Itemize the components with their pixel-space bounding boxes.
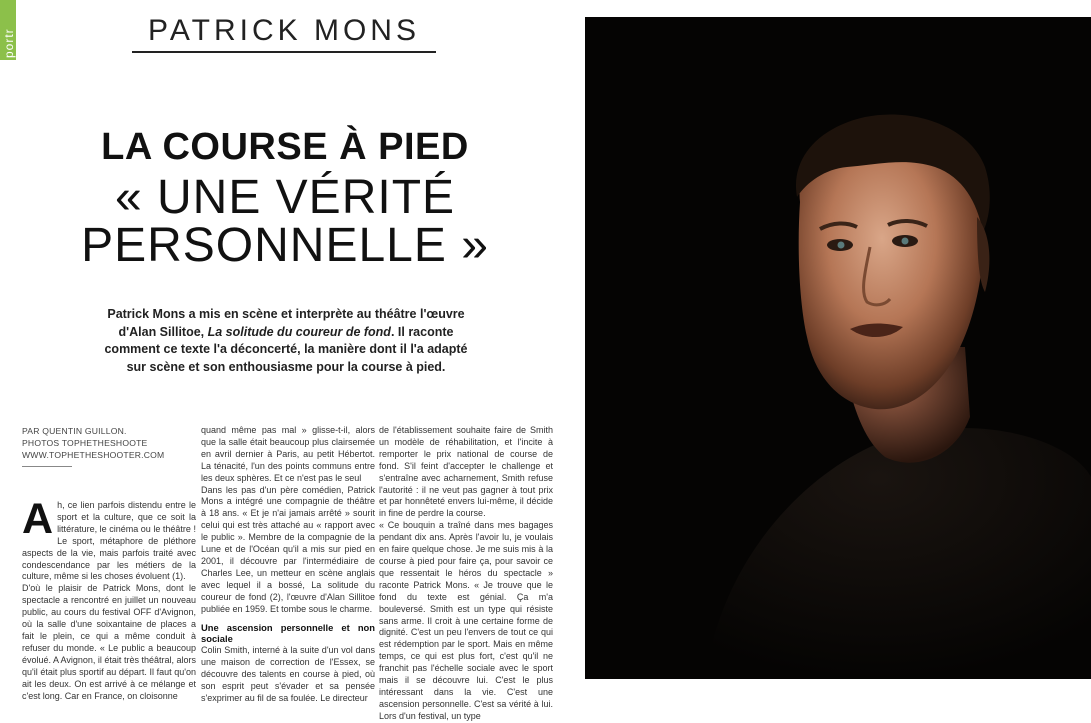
column-1-paragraph-2: D'où le plaisir de Patrick Mons, dont le spectacle a rencontré en juillet un nouveau public, au cours du festival OFF d'Avignon, où la salle d'une soixantaine de places a fait le plein, ce qui a même conduit à refuser du monde. « Le public a beaucoup évolué. A Avignon, il était très théâtral, alors qu'il était plus sportif au départ. Il faut qu'on ait les deux. On est arrivé à ce mélange et c'est long. Car en France, on cloisonne bbox=[22, 583, 196, 701]
byline-website: WWW.TOPHETHESHOOTER.COM bbox=[22, 450, 165, 460]
lead-paragraph bbox=[100, 306, 472, 376]
drop-cap: A bbox=[22, 495, 54, 543]
headline bbox=[40, 120, 530, 270]
byline-photos: PHOTOS TOPHETHESHOOTE bbox=[22, 438, 148, 448]
lead-part-1: Patrick Mons a mis en scène et interprète au théâtre l'œuvre d'Alan Sillitoe, bbox=[107, 307, 465, 339]
article-column-2 bbox=[201, 425, 375, 703]
column-1-paragraph-1 bbox=[22, 495, 196, 583]
article-subhead: Une ascension personnelle et non sociale bbox=[201, 621, 375, 645]
byline bbox=[22, 425, 182, 461]
rubric-title: PATRICK MONS bbox=[148, 14, 420, 47]
article-column-3 bbox=[379, 425, 553, 721]
article-column-1 bbox=[22, 495, 196, 701]
portrait-illustration bbox=[585, 17, 1091, 679]
column-1-text-1: h, ce lien parfois distendu entre le sport et la culture, que ce soit la littérature, le cinéma ou le théâtre ! Le sport, métaphore de pléthore aspects de la vie, mais parfois traité avec condescendance par les métiers de la culture, même si les choses évoluent (1). bbox=[22, 500, 196, 582]
rubric-underline bbox=[132, 51, 436, 53]
column-2-paragraph-3: Colin Smith, interné à la suite d'un vol dans une maison de correction de l'Essex, se découvre des talents en course à pied, où son esprit peut s'évader et sa pensée s'exprimer au fil de sa foulée. Le directeur bbox=[201, 645, 375, 703]
byline-divider bbox=[22, 466, 72, 467]
headline-line-2: « UNE VÉRITÉ bbox=[114, 171, 456, 224]
column-2-paragraph-2: Dans les pas d'un père comédien, Patrick Mons a intégré une compagnie de théâtre à 18 ans. « Et je n'ai jamais arrêté » sourit celui qui est très attaché au « rapport avec le public ». Membre de la compagnie de la Lune et de l'Océan qu'il a mis sur pied en 2001, il découvre par l'intermédiaire de Charles Lee, un metteur en scène anglais avec lequel il a bossé, La solitude du coureur de fond (2), l'œuvre d'Alan Sillitoe publiée en 1959. Et tombe sous le charme. bbox=[201, 484, 375, 614]
lead-part-2: . Il raconte comment ce texte l'a déconcerté, la manière dont il l'a adapté sur scène et son enthousiasme pour la course à pied. bbox=[104, 324, 468, 374]
column-3-paragraph-1: de l'établissement souhaite faire de Smith un modèle de réhabilitation, et l'incite à remporter le prix national de course de fond. S'il feint d'accepter le challenge et s'entraîne avec acharnement, Smith refuse l'autorité : il ne veut pas gagner à tout prix et par honnêteté envers lui-même, il décide in fine de perdre la course. bbox=[379, 425, 553, 519]
headline-line-3: PERSONNELLE » bbox=[81, 219, 489, 272]
headline-line-1: LA COURSE À PIED bbox=[101, 126, 469, 168]
column-2-paragraph-1: quand même pas mal » glisse-t-il, alors que la salle était beaucoup plus clairsemée en avril dernier à Paris, au petit Hébertot. La ténacité, l'un des points communs entre les deux sphères. Et ce n'est pas le seul bbox=[201, 425, 375, 483]
section-tab-label: portr bbox=[2, 28, 16, 58]
lead-book-title: La solitude du coureur de fond bbox=[207, 324, 391, 339]
byline-author: PAR QUENTIN GUILLON. bbox=[22, 426, 127, 436]
section-tab bbox=[0, 0, 16, 60]
portrait-photo bbox=[585, 17, 1091, 679]
column-3-paragraph-2: « Ce bouquin a traîné dans mes bagages pendant dix ans. Après l'avoir lu, je voulais en faire quelque chose. Je me suis mis à la course à pied pour faire ça, pour savoir ce que ressentait le héros du spectacle » raconte Patrick Mons. « Je trouve que le fond du texte est génial. Ça m'a bouleversé. Smith est un type qui résiste sans arme. Il croit à une certaine forme de dignité. C'est un peu l'envers de tout ce qui est rédemption par le sport. Mais en même temps, ce qui est plus fort, c'est qu'il ne franchit pas l'échelle sociale avec le sport mais il se découvre lui. C'est le plus intéressant dans la vie. C'est une ascension personnelle. C'est sa vérité à lui. Lors d'un festival, un type bbox=[379, 520, 553, 721]
